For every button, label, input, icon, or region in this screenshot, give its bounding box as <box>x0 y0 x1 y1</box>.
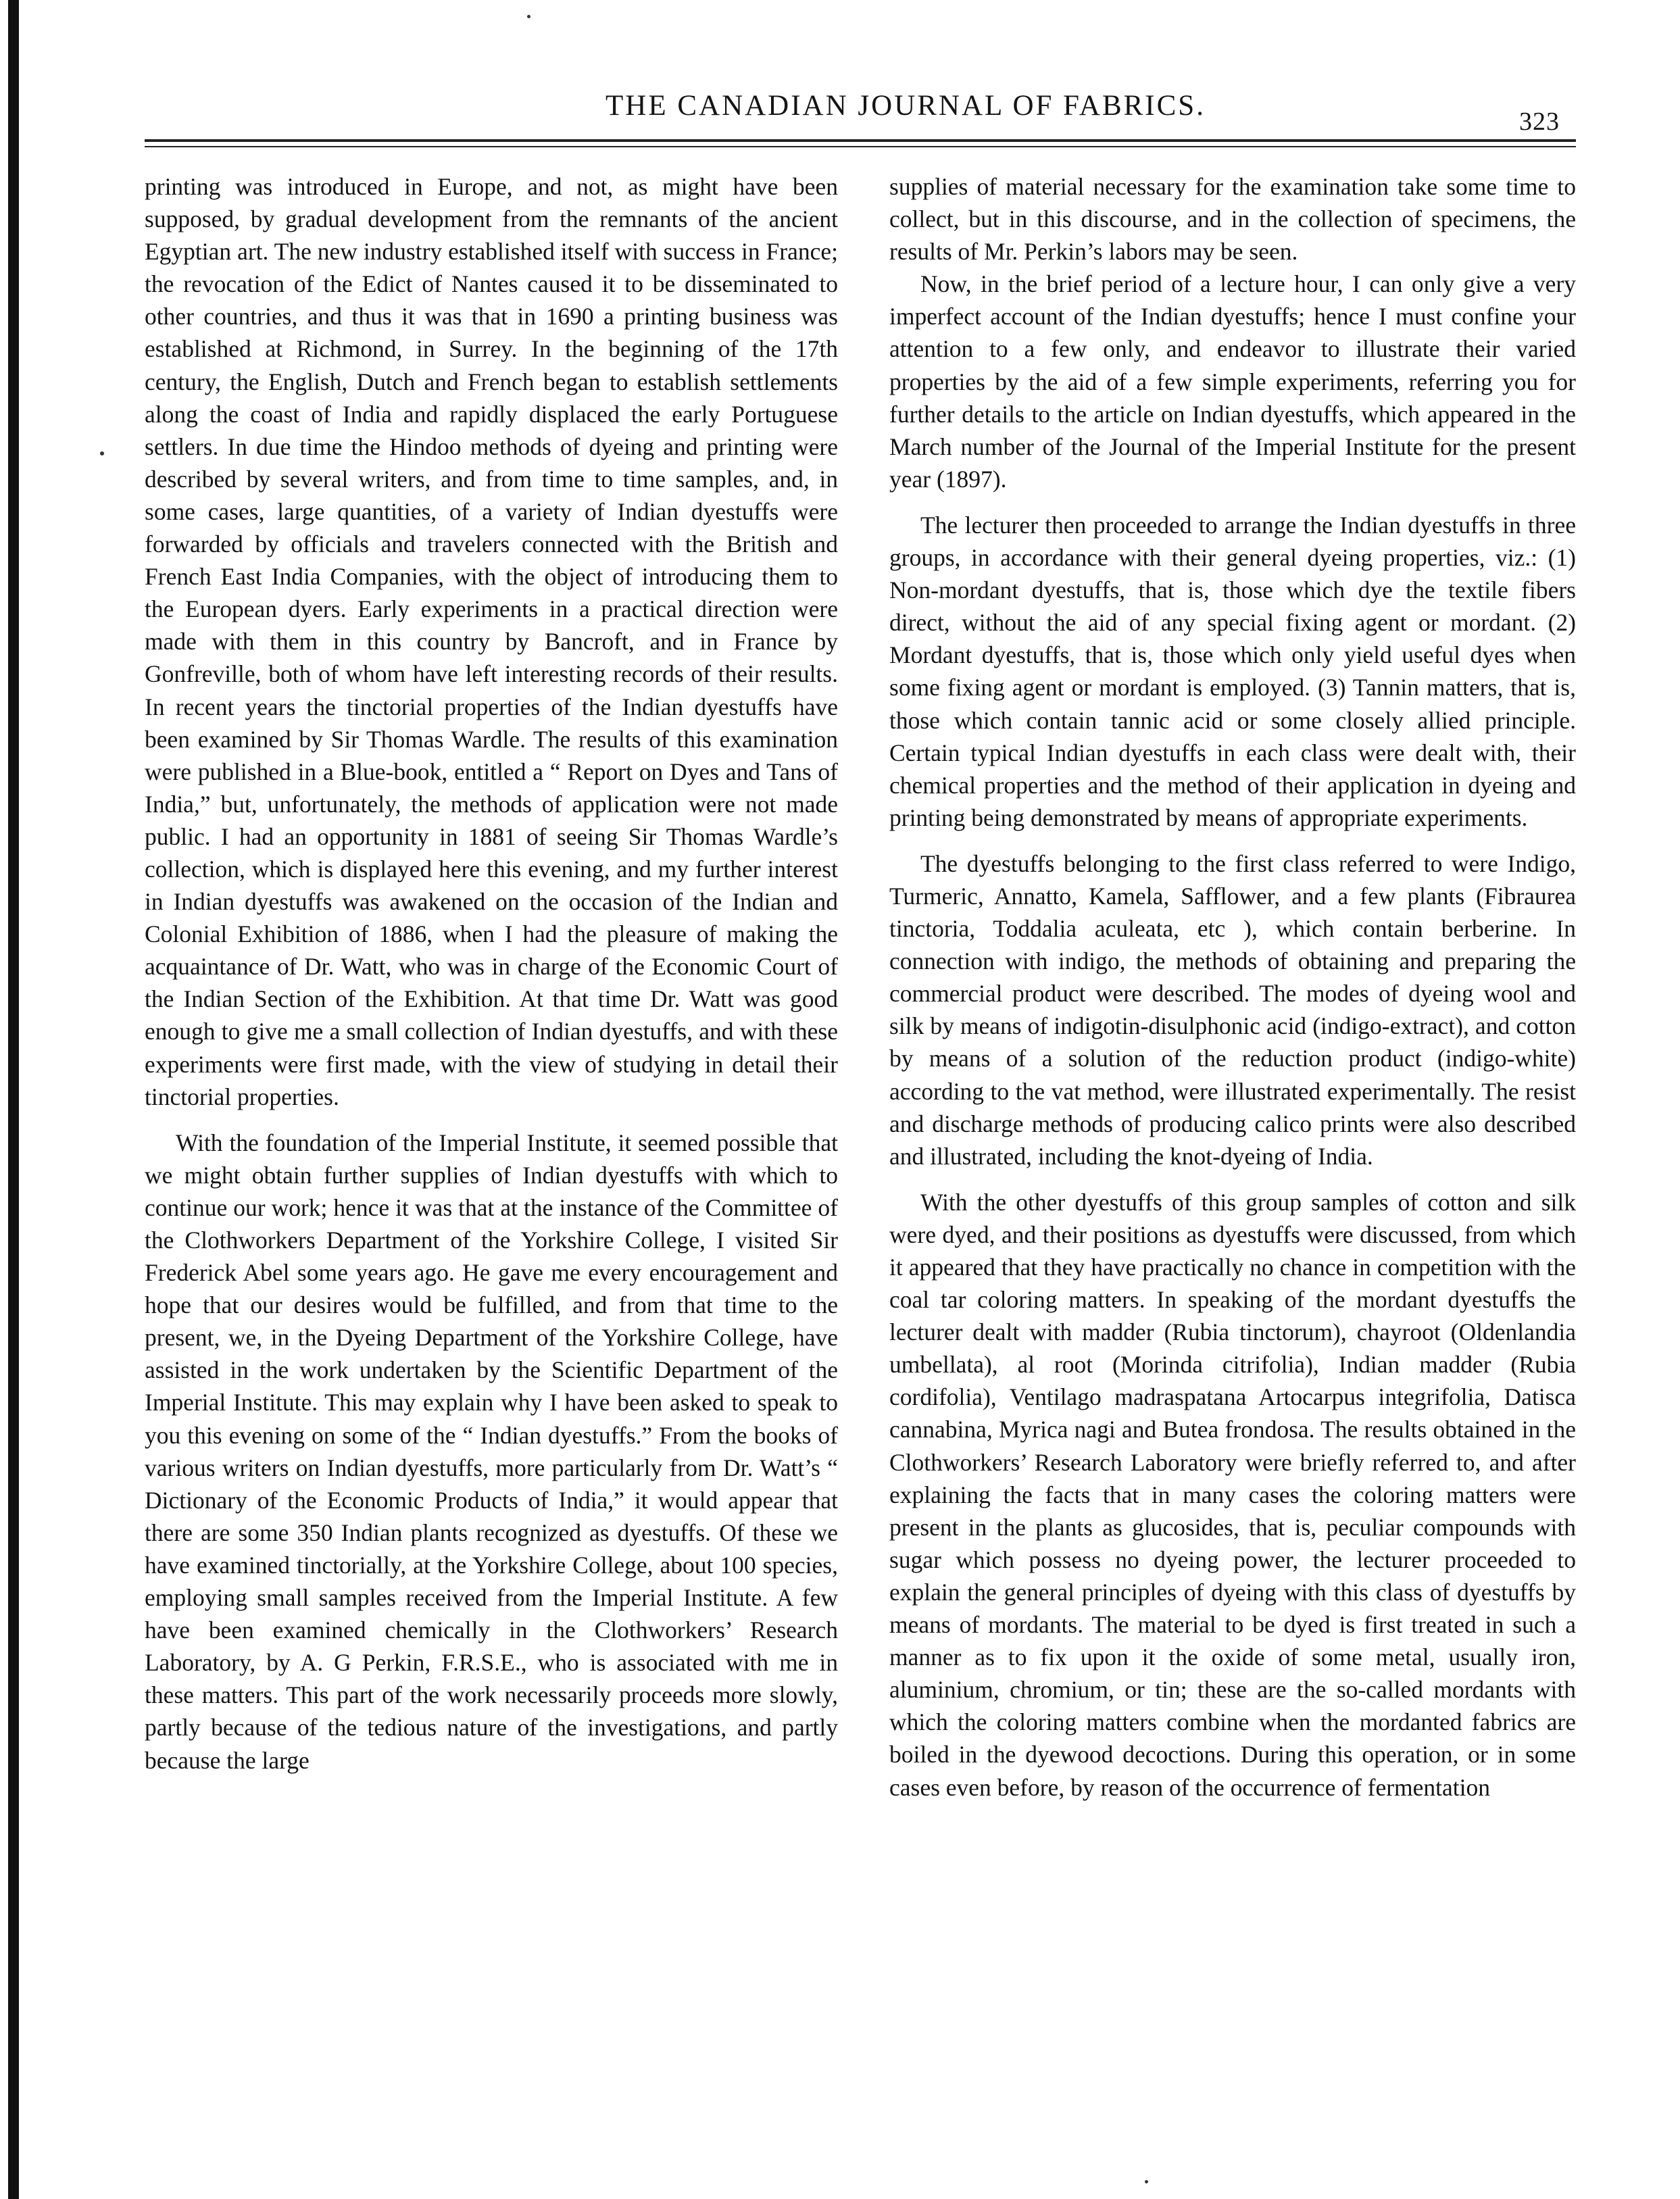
header-rule-thick <box>145 139 1576 142</box>
running-title: THE CANADIAN JOURNAL OF FABRICS. <box>606 90 1206 122</box>
right-column <box>889 170 1576 1804</box>
paragraph: With the other dyestuffs of this group samples of cotton and silk were dyed, and their positions as dyestuffs were discussed, from which it appeared that they have practically no chance in competition with the coal tar coloring matters. In speaking of the mordant dyestuffs the lecturer dealt with madder (Rubia tinctorum), chayroot (Oldenlandia umbellata), al root (Morinda citrifolia), Indian madder (Rubia cordifolia), Ventilago madraspatana Artocarpus integrifolia, Datisca cannabina, Myrica nagi and Butea frondosa. The results obtained in the Clothworkers’ Research Laboratory were briefly referred to, and after explaining the facts that in many cases the coloring matters were present in the plants as glucosides, that is, peculiar compounds with sugar which possess no dyeing power, the lecturer proceeded to explain the general principles of dyeing with this class of dyestuffs by means of mordants. The material to be dyed is first treated in such a manner as to fix upon it the oxide of some metal, usually iron, aluminium, chromium, or tin; these are the so-called mordants with which the coloring matters combine when the mordanted fabrics are boiled in the dyewood decoctions. During this operation, or in some cases even before, by reason of the occurrence of fermentation <box>889 1188 1576 1801</box>
print-speck <box>100 451 104 455</box>
paragraph: With the foundation of the Imperial Institute, it seemed possible that we might obtain further supplies of Indian dyestuffs with which to continue our work; hence it was that at the instance of the Committee of the Clothworkers Department of the Yorkshire College, I visited Sir Frederick Abel some years ago. He gave me every encouragement and hope that our desires would be fulfilled, and from that time to the present, we, in the Dyeing Department of the Yorkshire College, have assisted in the work undertaken by the Scientific Department of the Imperial Institute. This may explain why I have been asked to speak to you this evening on some of the “ Indian dyestuffs.” From the books of various writers on Indian dyestuffs, more particularly from Dr. Watt’s “ Dictionary of the Economic Products of India,” it would appear that there are some 350 Indian plants recognized as dyestuffs. Of these we have examined tinctorially, at the Yorkshire College, about 100 species, employing small samples received from the Imperial Institute. A few have been examined chemically in the Clothworkers’ Research Laboratory, by A. G Perkin, F.R.S.E., who is associated with me in these matters. This part of the work necessarily proceeds more slowly, partly because of the tedious nature of the investigations, and partly because the large <box>145 1129 838 1774</box>
paragraph: Now, in the brief period of a lecture hour, I can only give a very imperfect account of the Indian dyestuffs; hence I must confine your attention to a few only, and endeavor to illustrate their varied properties by the aid of a few simple experiments, referring you for further details to the article on Indian dyestuffs, which appeared in the March number of the Journal of the Imperial Institute for the present year (1897). <box>889 270 1576 493</box>
paragraph: The lecturer then proceeded to arrange the Indian dyestuffs in three groups, in accordance with their general dyeing properties, viz.: (1) Non-mordant dyestuffs, that is, those which dye the textile fibers direct, without the aid of any special fixing agent or mordant. (2) Mordant dyestuffs, that is, those which only yield useful dyes when some fixing agent or mordant is employed. (3) Tannin matters, that is, those which contain tannic acid or some closely allied principle. Certain typical Indian dyestuffs in each class were dealt with, their chemical properties and the method of their application in dyeing and printing being demonstrated by means of appropriate experiments. <box>889 511 1576 831</box>
header-rule-thin <box>145 146 1576 147</box>
binding-edge <box>8 0 19 2199</box>
page-number: 323 <box>1519 107 1560 136</box>
paragraph: supplies of material necessary for the examination take some time to collect, but in this discourse, and in the collection of specimens, the results of Mr. Perkin’s labors may be seen. <box>889 173 1576 266</box>
print-speck <box>527 15 530 18</box>
print-speck <box>1145 2180 1148 2183</box>
paragraph: printing was introduced in Europe, and not, as might have been supposed, by gradual development from the remnants of the ancient Egyptian art. The new industry established itself with success in France; the revocation of the Edict of Nantes caused it to be disseminated to other countries, and thus it was that in 1690 a printing business was established at Richmond, in Surrey. In the beginning of the 17th century, the English, Dutch and French began to establish settlements along the coast of India and rapidly displaced the early Portuguese settlers. In due time the Hindoo methods of dyeing and printing were described by several writers, and from time to time samples, and, in some cases, large quantities, of a variety of Indian dyestuffs were forwarded by officials and travelers connected with the British and French East India Companies, with the object of introducing them to the European dyers. Early experiments in a practical direction were made with them in this country by Bancroft, and in France by Gonfreville, both of whom have left interesting records of their results. In recent years the tinctorial properties of the Indian dyestuffs have been examined by Sir Thomas Wardle. The results of this examination were published in a Blue-book, entitled a “ Report on Dyes and Tans of India,” but, unfortunately, the methods of application were not made public. I had an opportunity in 1881 of seeing Sir Thomas Wardle’s collection, which is displayed here this evening, and my further interest in Indian dyestuffs was awakened on the occasion of the Indian and Colonial Exhibition of 1886, when I had the pleasure of making the acquaintance of Dr. Watt, who was in charge of the Economic Court of the Indian Section of the Exhibition. At that time Dr. Watt was good enough to give me a small collection of Indian dyestuffs, and with these experiments were first made, with the view of studying in detail their tinctorial properties. <box>145 173 838 1110</box>
paragraph: The dyestuffs belonging to the first class referred to were Indigo, Turmeric, Annatto, Kamela, Safflower, and a few plants (Fibraurea tinctoria, Toddalia aculeata, etc ), which contain berberine. In connection with indigo, the methods of obtaining and preparing the commercial product were described. The modes of dyeing wool and silk by means of indigotin-disulphonic acid (indigo-extract), and cotton by means of a solution of the reduction product (indigo-white) according to the vat method, were illustrated experimentally. The resist and discharge methods of producing calico prints were also described and illustrated, including the knot-dyeing of India. <box>889 849 1576 1170</box>
left-column <box>145 170 838 1777</box>
